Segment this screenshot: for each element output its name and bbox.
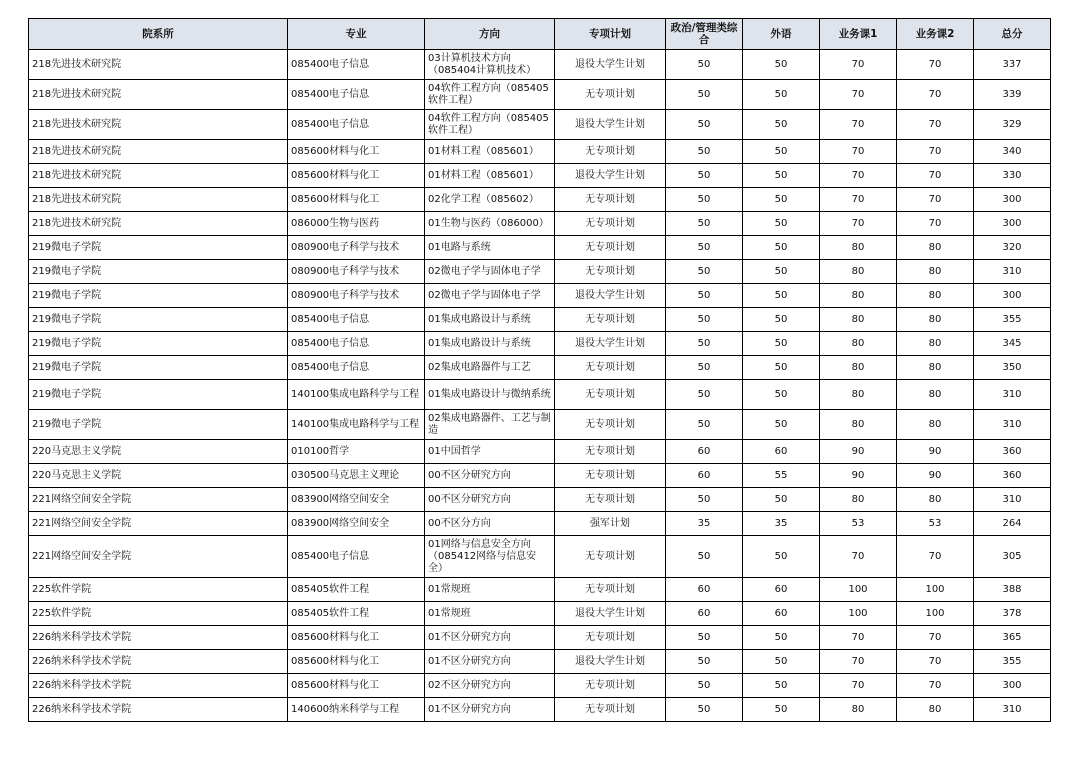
table-row xyxy=(29,440,1051,464)
department-cell: 218先进技术研究院 xyxy=(29,140,288,164)
department-cell: 221网络空间安全学院 xyxy=(29,512,288,536)
direction-cell: 02微电子学与固体电子学 xyxy=(425,284,555,308)
major-cell: 085600材料与化工 xyxy=(288,650,425,674)
subject-2-score-cell: 80 xyxy=(897,488,974,512)
total-score-cell: 300 xyxy=(974,284,1051,308)
foreign-language-score-cell: 50 xyxy=(743,260,820,284)
major-cell: 085400电子信息 xyxy=(288,110,425,140)
direction-cell: 02化学工程（085602） xyxy=(425,188,555,212)
subject-2-score-cell: 70 xyxy=(897,650,974,674)
special-plan-cell: 退役大学生计划 xyxy=(555,650,666,674)
department-cell: 219微电子学院 xyxy=(29,284,288,308)
total-score-cell: 339 xyxy=(974,80,1051,110)
subject-2-score-cell: 80 xyxy=(897,308,974,332)
total-score-cell: 310 xyxy=(974,410,1051,440)
special-plan-cell: 强军计划 xyxy=(555,512,666,536)
special-plan-cell: 无专项计划 xyxy=(555,212,666,236)
total-score-cell: 310 xyxy=(974,488,1051,512)
total-score-cell: 337 xyxy=(974,50,1051,80)
total-score-cell: 300 xyxy=(974,674,1051,698)
table-row xyxy=(29,188,1051,212)
subject-2-score-cell: 53 xyxy=(897,512,974,536)
subject-2-score-cell: 70 xyxy=(897,188,974,212)
major-cell: 030500马克思主义理论 xyxy=(288,464,425,488)
foreign-language-score-cell: 50 xyxy=(743,626,820,650)
special-plan-cell: 无专项计划 xyxy=(555,626,666,650)
foreign-language-score-cell: 35 xyxy=(743,512,820,536)
direction-cell: 01电路与系统 xyxy=(425,236,555,260)
special-plan-cell: 无专项计划 xyxy=(555,80,666,110)
table-body xyxy=(29,50,1051,722)
politics-score-cell: 50 xyxy=(666,356,743,380)
score-table xyxy=(28,18,1051,722)
total-score-cell: 310 xyxy=(974,698,1051,722)
direction-cell: 02微电子学与固体电子学 xyxy=(425,260,555,284)
total-score-cell: 310 xyxy=(974,380,1051,410)
subject-1-score-cell: 100 xyxy=(820,602,897,626)
foreign-language-score-cell: 50 xyxy=(743,50,820,80)
politics-score-cell: 50 xyxy=(666,626,743,650)
special-plan-cell: 退役大学生计划 xyxy=(555,50,666,80)
politics-score-cell: 50 xyxy=(666,260,743,284)
department-cell: 219微电子学院 xyxy=(29,236,288,260)
department-cell: 219微电子学院 xyxy=(29,380,288,410)
department-cell: 218先进技术研究院 xyxy=(29,188,288,212)
table-row xyxy=(29,626,1051,650)
major-cell: 080900电子科学与技术 xyxy=(288,284,425,308)
subject-1-score-cell: 80 xyxy=(820,380,897,410)
subject-2-score-cell: 80 xyxy=(897,698,974,722)
table-row xyxy=(29,380,1051,410)
foreign-language-score-cell: 50 xyxy=(743,332,820,356)
politics-score-cell: 50 xyxy=(666,380,743,410)
department-cell: 221网络空间安全学院 xyxy=(29,488,288,512)
subject-1-score-cell: 80 xyxy=(820,332,897,356)
department-cell: 218先进技术研究院 xyxy=(29,110,288,140)
total-score-cell: 300 xyxy=(974,188,1051,212)
column-header-special-plan: 专项计划 xyxy=(555,19,666,50)
direction-cell: 01集成电路设计与系统 xyxy=(425,308,555,332)
department-cell: 226纳米科学技术学院 xyxy=(29,626,288,650)
subject-1-score-cell: 80 xyxy=(820,698,897,722)
special-plan-cell: 退役大学生计划 xyxy=(555,284,666,308)
subject-2-score-cell: 70 xyxy=(897,536,974,578)
department-cell: 218先进技术研究院 xyxy=(29,212,288,236)
special-plan-cell: 退役大学生计划 xyxy=(555,332,666,356)
total-score-cell: 388 xyxy=(974,578,1051,602)
subject-2-score-cell: 80 xyxy=(897,410,974,440)
subject-1-score-cell: 80 xyxy=(820,308,897,332)
major-cell: 085400电子信息 xyxy=(288,536,425,578)
politics-score-cell: 50 xyxy=(666,674,743,698)
special-plan-cell: 无专项计划 xyxy=(555,464,666,488)
table-row xyxy=(29,308,1051,332)
politics-score-cell: 50 xyxy=(666,110,743,140)
foreign-language-score-cell: 60 xyxy=(743,440,820,464)
subject-1-score-cell: 53 xyxy=(820,512,897,536)
foreign-language-score-cell: 50 xyxy=(743,674,820,698)
subject-2-score-cell: 80 xyxy=(897,332,974,356)
direction-cell: 01生物与医药（086000） xyxy=(425,212,555,236)
subject-1-score-cell: 80 xyxy=(820,260,897,284)
department-cell: 220马克思主义学院 xyxy=(29,464,288,488)
major-cell: 085600材料与化工 xyxy=(288,674,425,698)
department-cell: 219微电子学院 xyxy=(29,308,288,332)
subject-1-score-cell: 70 xyxy=(820,536,897,578)
major-cell: 085400电子信息 xyxy=(288,308,425,332)
foreign-language-score-cell: 60 xyxy=(743,602,820,626)
column-header-subject-2: 业务课2 xyxy=(897,19,974,50)
score-table-container xyxy=(28,18,1051,722)
direction-cell: 00不区分方向 xyxy=(425,512,555,536)
major-cell: 140100集成电路科学与工程 xyxy=(288,380,425,410)
politics-score-cell: 60 xyxy=(666,464,743,488)
column-header-foreign-language: 外语 xyxy=(743,19,820,50)
direction-cell: 02集成电路器件与工艺 xyxy=(425,356,555,380)
subject-1-score-cell: 70 xyxy=(820,674,897,698)
direction-cell: 01材料工程（085601） xyxy=(425,140,555,164)
direction-cell: 03计算机技术方向（085404计算机技术） xyxy=(425,50,555,80)
subject-1-score-cell: 90 xyxy=(820,464,897,488)
special-plan-cell: 无专项计划 xyxy=(555,536,666,578)
direction-cell: 00不区分研究方向 xyxy=(425,464,555,488)
column-header-total: 总分 xyxy=(974,19,1051,50)
subject-1-score-cell: 70 xyxy=(820,626,897,650)
major-cell: 010100哲学 xyxy=(288,440,425,464)
subject-1-score-cell: 80 xyxy=(820,488,897,512)
department-cell: 218先进技术研究院 xyxy=(29,164,288,188)
table-row xyxy=(29,164,1051,188)
direction-cell: 01常规班 xyxy=(425,602,555,626)
politics-score-cell: 50 xyxy=(666,488,743,512)
direction-cell: 01不区分研究方向 xyxy=(425,698,555,722)
subject-1-score-cell: 70 xyxy=(820,50,897,80)
subject-2-score-cell: 70 xyxy=(897,626,974,650)
table-row xyxy=(29,50,1051,80)
special-plan-cell: 无专项计划 xyxy=(555,440,666,464)
table-row xyxy=(29,578,1051,602)
department-cell: 220马克思主义学院 xyxy=(29,440,288,464)
subject-1-score-cell: 80 xyxy=(820,284,897,308)
foreign-language-score-cell: 50 xyxy=(743,164,820,188)
table-row xyxy=(29,284,1051,308)
politics-score-cell: 50 xyxy=(666,188,743,212)
special-plan-cell: 退役大学生计划 xyxy=(555,602,666,626)
subject-1-score-cell: 90 xyxy=(820,440,897,464)
foreign-language-score-cell: 50 xyxy=(743,140,820,164)
direction-cell: 00不区分研究方向 xyxy=(425,488,555,512)
politics-score-cell: 50 xyxy=(666,410,743,440)
major-cell: 085600材料与化工 xyxy=(288,188,425,212)
department-cell: 226纳米科学技术学院 xyxy=(29,650,288,674)
department-cell: 225软件学院 xyxy=(29,578,288,602)
subject-2-score-cell: 90 xyxy=(897,440,974,464)
politics-score-cell: 50 xyxy=(666,284,743,308)
special-plan-cell: 无专项计划 xyxy=(555,578,666,602)
subject-1-score-cell: 70 xyxy=(820,164,897,188)
subject-2-score-cell: 90 xyxy=(897,464,974,488)
subject-2-score-cell: 80 xyxy=(897,284,974,308)
total-score-cell: 310 xyxy=(974,260,1051,284)
direction-cell: 01中国哲学 xyxy=(425,440,555,464)
table-row xyxy=(29,410,1051,440)
direction-cell: 01集成电路设计与系统 xyxy=(425,332,555,356)
major-cell: 140600纳米科学与工程 xyxy=(288,698,425,722)
total-score-cell: 355 xyxy=(974,308,1051,332)
table-row xyxy=(29,260,1051,284)
subject-1-score-cell: 80 xyxy=(820,236,897,260)
major-cell: 085600材料与化工 xyxy=(288,140,425,164)
major-cell: 085405软件工程 xyxy=(288,578,425,602)
department-cell: 226纳米科学技术学院 xyxy=(29,674,288,698)
table-row xyxy=(29,512,1051,536)
department-cell: 219微电子学院 xyxy=(29,356,288,380)
subject-2-score-cell: 80 xyxy=(897,356,974,380)
foreign-language-score-cell: 50 xyxy=(743,284,820,308)
department-cell: 219微电子学院 xyxy=(29,260,288,284)
column-header-direction: 方向 xyxy=(425,19,555,50)
department-cell: 218先进技术研究院 xyxy=(29,80,288,110)
special-plan-cell: 无专项计划 xyxy=(555,260,666,284)
table-row xyxy=(29,140,1051,164)
politics-score-cell: 50 xyxy=(666,236,743,260)
major-cell: 085400电子信息 xyxy=(288,356,425,380)
subject-2-score-cell: 70 xyxy=(897,674,974,698)
total-score-cell: 305 xyxy=(974,536,1051,578)
department-cell: 225软件学院 xyxy=(29,602,288,626)
subject-2-score-cell: 100 xyxy=(897,578,974,602)
direction-cell: 01常规班 xyxy=(425,578,555,602)
subject-1-score-cell: 70 xyxy=(820,110,897,140)
politics-score-cell: 50 xyxy=(666,140,743,164)
subject-2-score-cell: 70 xyxy=(897,212,974,236)
politics-score-cell: 50 xyxy=(666,80,743,110)
subject-1-score-cell: 70 xyxy=(820,80,897,110)
subject-1-score-cell: 70 xyxy=(820,212,897,236)
major-cell: 085600材料与化工 xyxy=(288,164,425,188)
column-header-major: 专业 xyxy=(288,19,425,50)
major-cell: 140100集成电路科学与工程 xyxy=(288,410,425,440)
total-score-cell: 330 xyxy=(974,164,1051,188)
special-plan-cell: 无专项计划 xyxy=(555,698,666,722)
subject-2-score-cell: 70 xyxy=(897,110,974,140)
major-cell: 085400电子信息 xyxy=(288,80,425,110)
foreign-language-score-cell: 50 xyxy=(743,536,820,578)
politics-score-cell: 50 xyxy=(666,650,743,674)
foreign-language-score-cell: 50 xyxy=(743,236,820,260)
total-score-cell: 320 xyxy=(974,236,1051,260)
direction-cell: 02集成电路器件、工艺与制造 xyxy=(425,410,555,440)
special-plan-cell: 无专项计划 xyxy=(555,380,666,410)
total-score-cell: 350 xyxy=(974,356,1051,380)
major-cell: 080900电子科学与技术 xyxy=(288,260,425,284)
table-row xyxy=(29,212,1051,236)
foreign-language-score-cell: 50 xyxy=(743,650,820,674)
subject-2-score-cell: 80 xyxy=(897,260,974,284)
total-score-cell: 355 xyxy=(974,650,1051,674)
subject-1-score-cell: 100 xyxy=(820,578,897,602)
major-cell: 080900电子科学与技术 xyxy=(288,236,425,260)
subject-1-score-cell: 80 xyxy=(820,410,897,440)
special-plan-cell: 退役大学生计划 xyxy=(555,110,666,140)
total-score-cell: 340 xyxy=(974,140,1051,164)
total-score-cell: 345 xyxy=(974,332,1051,356)
subject-1-score-cell: 80 xyxy=(820,356,897,380)
total-score-cell: 365 xyxy=(974,626,1051,650)
foreign-language-score-cell: 55 xyxy=(743,464,820,488)
subject-2-score-cell: 70 xyxy=(897,80,974,110)
major-cell: 085600材料与化工 xyxy=(288,626,425,650)
department-cell: 219微电子学院 xyxy=(29,332,288,356)
politics-score-cell: 60 xyxy=(666,440,743,464)
foreign-language-score-cell: 50 xyxy=(743,110,820,140)
table-row xyxy=(29,698,1051,722)
special-plan-cell: 无专项计划 xyxy=(555,308,666,332)
special-plan-cell: 无专项计划 xyxy=(555,140,666,164)
department-cell: 226纳米科学技术学院 xyxy=(29,698,288,722)
total-score-cell: 300 xyxy=(974,212,1051,236)
major-cell: 083900网络空间安全 xyxy=(288,512,425,536)
foreign-language-score-cell: 50 xyxy=(743,188,820,212)
table-row xyxy=(29,236,1051,260)
total-score-cell: 360 xyxy=(974,464,1051,488)
special-plan-cell: 无专项计划 xyxy=(555,674,666,698)
total-score-cell: 378 xyxy=(974,602,1051,626)
politics-score-cell: 60 xyxy=(666,602,743,626)
table-row xyxy=(29,650,1051,674)
table-row xyxy=(29,110,1051,140)
subject-1-score-cell: 70 xyxy=(820,650,897,674)
table-row xyxy=(29,536,1051,578)
special-plan-cell: 退役大学生计划 xyxy=(555,164,666,188)
table-row xyxy=(29,332,1051,356)
politics-score-cell: 50 xyxy=(666,536,743,578)
subject-1-score-cell: 70 xyxy=(820,140,897,164)
foreign-language-score-cell: 50 xyxy=(743,212,820,236)
direction-cell: 04软件工程方向（085405软件工程） xyxy=(425,110,555,140)
direction-cell: 02不区分研究方向 xyxy=(425,674,555,698)
foreign-language-score-cell: 50 xyxy=(743,80,820,110)
subject-2-score-cell: 80 xyxy=(897,380,974,410)
subject-2-score-cell: 80 xyxy=(897,236,974,260)
foreign-language-score-cell: 50 xyxy=(743,380,820,410)
politics-score-cell: 35 xyxy=(666,512,743,536)
department-cell: 218先进技术研究院 xyxy=(29,50,288,80)
special-plan-cell: 无专项计划 xyxy=(555,356,666,380)
special-plan-cell: 无专项计划 xyxy=(555,188,666,212)
major-cell: 085400电子信息 xyxy=(288,332,425,356)
foreign-language-score-cell: 50 xyxy=(743,308,820,332)
table-row xyxy=(29,674,1051,698)
column-header-subject-1: 业务课1 xyxy=(820,19,897,50)
department-cell: 221网络空间安全学院 xyxy=(29,536,288,578)
header-row xyxy=(29,19,1051,50)
table-row xyxy=(29,602,1051,626)
total-score-cell: 329 xyxy=(974,110,1051,140)
politics-score-cell: 50 xyxy=(666,308,743,332)
total-score-cell: 360 xyxy=(974,440,1051,464)
special-plan-cell: 无专项计划 xyxy=(555,236,666,260)
direction-cell: 01集成电路设计与微纳系统 xyxy=(425,380,555,410)
subject-2-score-cell: 70 xyxy=(897,50,974,80)
total-score-cell: 264 xyxy=(974,512,1051,536)
foreign-language-score-cell: 50 xyxy=(743,410,820,440)
major-cell: 085405软件工程 xyxy=(288,602,425,626)
politics-score-cell: 50 xyxy=(666,212,743,236)
politics-score-cell: 50 xyxy=(666,50,743,80)
subject-2-score-cell: 100 xyxy=(897,602,974,626)
foreign-language-score-cell: 50 xyxy=(743,698,820,722)
foreign-language-score-cell: 50 xyxy=(743,488,820,512)
table-row xyxy=(29,80,1051,110)
direction-cell: 01不区分研究方向 xyxy=(425,650,555,674)
table-row xyxy=(29,464,1051,488)
foreign-language-score-cell: 50 xyxy=(743,356,820,380)
politics-score-cell: 50 xyxy=(666,698,743,722)
column-header-politics: 政治/管理类综合 xyxy=(666,19,743,50)
politics-score-cell: 60 xyxy=(666,578,743,602)
major-cell: 085400电子信息 xyxy=(288,50,425,80)
direction-cell: 01不区分研究方向 xyxy=(425,626,555,650)
subject-2-score-cell: 70 xyxy=(897,164,974,188)
direction-cell: 01网络与信息安全方向（085412网络与信息安全） xyxy=(425,536,555,578)
major-cell: 086000生物与医药 xyxy=(288,212,425,236)
direction-cell: 04软件工程方向（085405软件工程） xyxy=(425,80,555,110)
politics-score-cell: 50 xyxy=(666,164,743,188)
subject-2-score-cell: 70 xyxy=(897,140,974,164)
foreign-language-score-cell: 60 xyxy=(743,578,820,602)
direction-cell: 01材料工程（085601） xyxy=(425,164,555,188)
subject-1-score-cell: 70 xyxy=(820,188,897,212)
department-cell: 219微电子学院 xyxy=(29,410,288,440)
major-cell: 083900网络空间安全 xyxy=(288,488,425,512)
table-row xyxy=(29,488,1051,512)
column-header-department: 院系所 xyxy=(29,19,288,50)
table-row xyxy=(29,356,1051,380)
special-plan-cell: 无专项计划 xyxy=(555,410,666,440)
politics-score-cell: 50 xyxy=(666,332,743,356)
special-plan-cell: 无专项计划 xyxy=(555,488,666,512)
